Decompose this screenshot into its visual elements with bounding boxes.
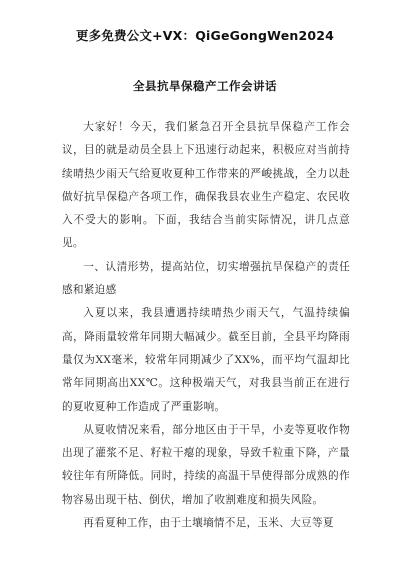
body-paragraph: 大家好！今天，我们紧急召开全县抗旱保稳产工作会议，目的就是动员全县上下迅速行动起来，积极应对当前持续晴热少雨天气给夏收夏种工作带来的严峻挑战，全力以赴做好抗旱保稳产各项工作，确保我县农业生产稳定、农民收入不受大的影响。下面，我结合当前实际情况，讲几点意见。 bbox=[62, 121, 350, 250]
body-paragraph: 再看夏种工作，由于土壤墒情不足，玉米、大豆等夏 bbox=[83, 517, 334, 530]
body-paragraph: 入夏以来，我县遭遇持续晴热少雨天气，气温持续偏高，降雨量较常年同期大幅减少。截至目前，全县平均降雨量仅为XX毫米，较常年同期减少了XX%，而平均气温却比常年同期高出XX℃。这种极端天气，对我县当前正在进行的夏收夏种工作造成了严重影响。 bbox=[62, 307, 350, 413]
section-heading: 一、认清形势，提高站位，切实增强抗旱保稳产的责任感和紧迫感 bbox=[62, 260, 350, 297]
document-title: 全县抗旱保稳产工作会讲话 bbox=[133, 79, 277, 93]
document-body bbox=[62, 116, 350, 535]
promo-banner: 更多免费公文+VX：QiGeGongWen2024 bbox=[75, 28, 335, 43]
body-paragraph: 从夏收情况来看，部分地区由于干旱，小麦等夏收作物出现了灌浆不足、籽粒干瘪的现象，导致千粒重下降，产量较往年有所降低。同时，持续的高温干旱使得部分成熟的作物容易出现干枯、倒伏，增加了收割难度和损失风险。 bbox=[62, 423, 350, 506]
